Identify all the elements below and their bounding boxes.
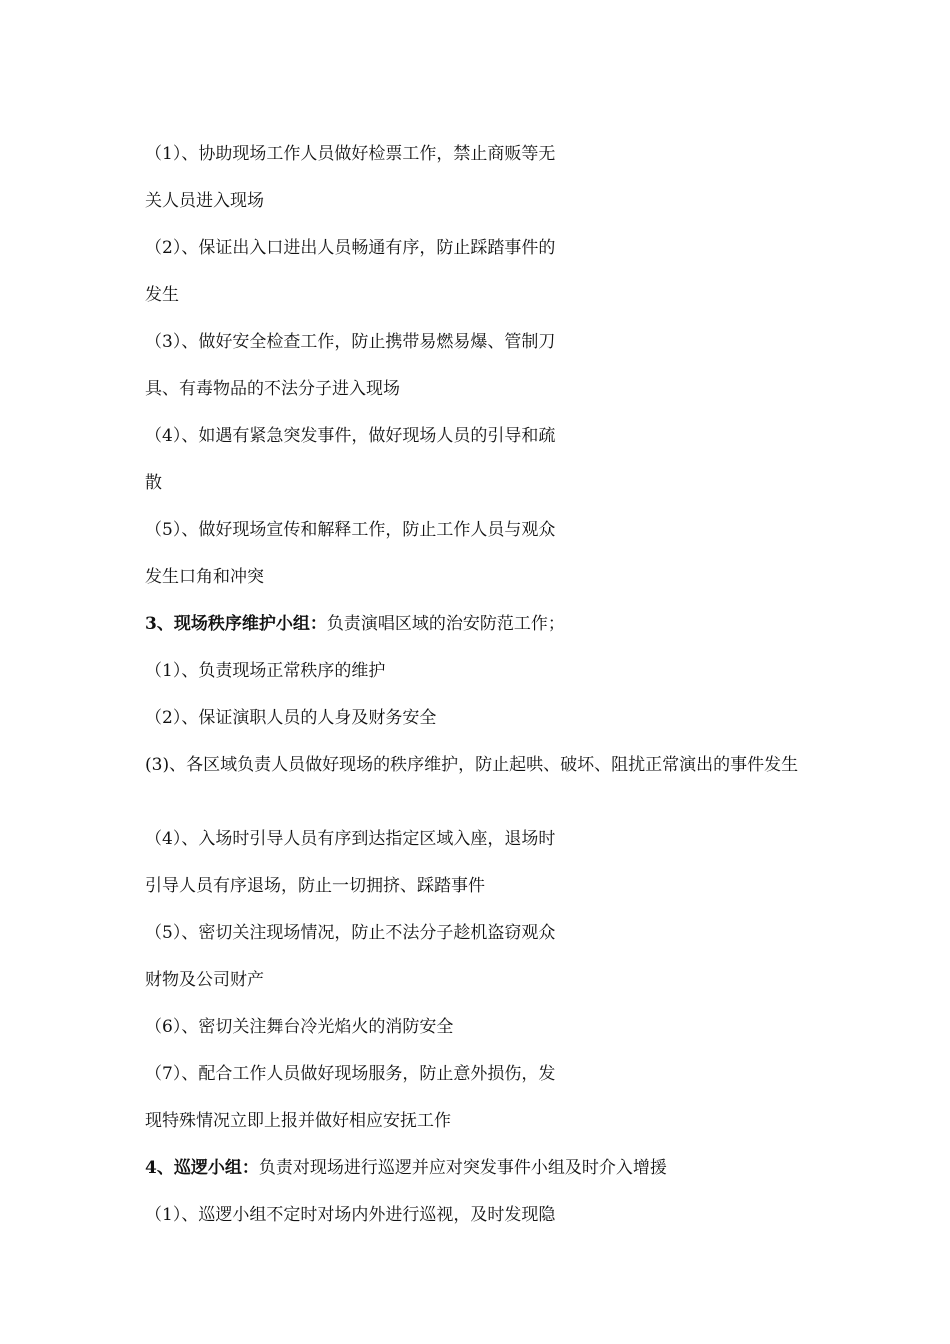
section-heading-3 — [145, 611, 825, 637]
section-desc-3: 负责演唱区域的治安防范工作； — [326, 614, 565, 634]
paragraph-item-3-line-1: （3）、做好安全检查工作，防止携带易燃易爆、管制刀 — [145, 332, 556, 352]
section-heading-4 — [145, 1155, 825, 1181]
paragraph-item-4-line-2: 散 — [145, 473, 162, 493]
paragraph-item-s3-6: （6）、密切关注舞台冷光焰火的消防安全 — [145, 1017, 454, 1037]
section-desc-4: 负责对现场进行巡逻并应对突发事件小组及时介入增援 — [258, 1158, 667, 1178]
section-title-4: 4、巡逻小组： — [145, 1158, 259, 1178]
paragraph-item-s3-5-line-2: 财物及公司财产 — [145, 970, 264, 990]
paragraph-item-3-line-2: 具、有毒物品的不法分子进入现场 — [145, 379, 400, 399]
section-title-3: 3、现场秩序维护小组： — [145, 614, 327, 634]
paragraph-item-4-line-1: （4）、如遇有紧急突发事件，做好现场人员的引导和疏 — [145, 426, 556, 446]
paragraph-item-1-line-1: （1）、协助现场工作人员做好检票工作，禁止商贩等无 — [145, 144, 556, 164]
paragraph-item-2-line-2: 发生 — [145, 285, 179, 305]
paragraph-item-s4-1: （1）、巡逻小组不定时对场内外进行巡视，及时发现隐 — [145, 1205, 556, 1225]
paragraph-item-s3-7-line-1: （7）、配合工作人员做好现场服务，防止意外损伤，发 — [145, 1064, 556, 1084]
paragraph-item-s3-4-line-1: （4）、入场时引导人员有序到达指定区域入座，退场时 — [145, 829, 556, 849]
paragraph-item-s3-2: （2）、保证演职人员的人身及财务安全 — [145, 708, 437, 728]
paragraph-item-s3-1: （1）、负责现场正常秩序的维护 — [145, 661, 386, 681]
paragraph-item-2-line-1: （2）、保证出入口进出人员畅通有序，防止踩踏事件的 — [145, 238, 556, 258]
paragraph-item-s3-5-line-1: （5）、密切关注现场情况，防止不法分子趁机盗窃观众 — [145, 923, 556, 943]
paragraph-item-s3-4-line-2: 引导人员有序退场，防止一切拥挤、踩踏事件 — [145, 876, 485, 896]
paragraph-item-s3-7-line-2: 现特殊情况立即上报并做好相应安抚工作 — [145, 1111, 451, 1131]
paragraph-item-5-line-2: 发生口角和冲突 — [145, 567, 264, 587]
paragraph-item-s3-3: (3)、各区域负责人员做好现场的秩序维护，防止起哄、破坏、阻扰正常演出的事件发生 — [145, 755, 799, 775]
paragraph-item-1-line-2: 关人员进入现场 — [145, 191, 264, 211]
paragraph-item-5-line-1: （5）、做好现场宣传和解释工作，防止工作人员与观众 — [145, 520, 556, 540]
